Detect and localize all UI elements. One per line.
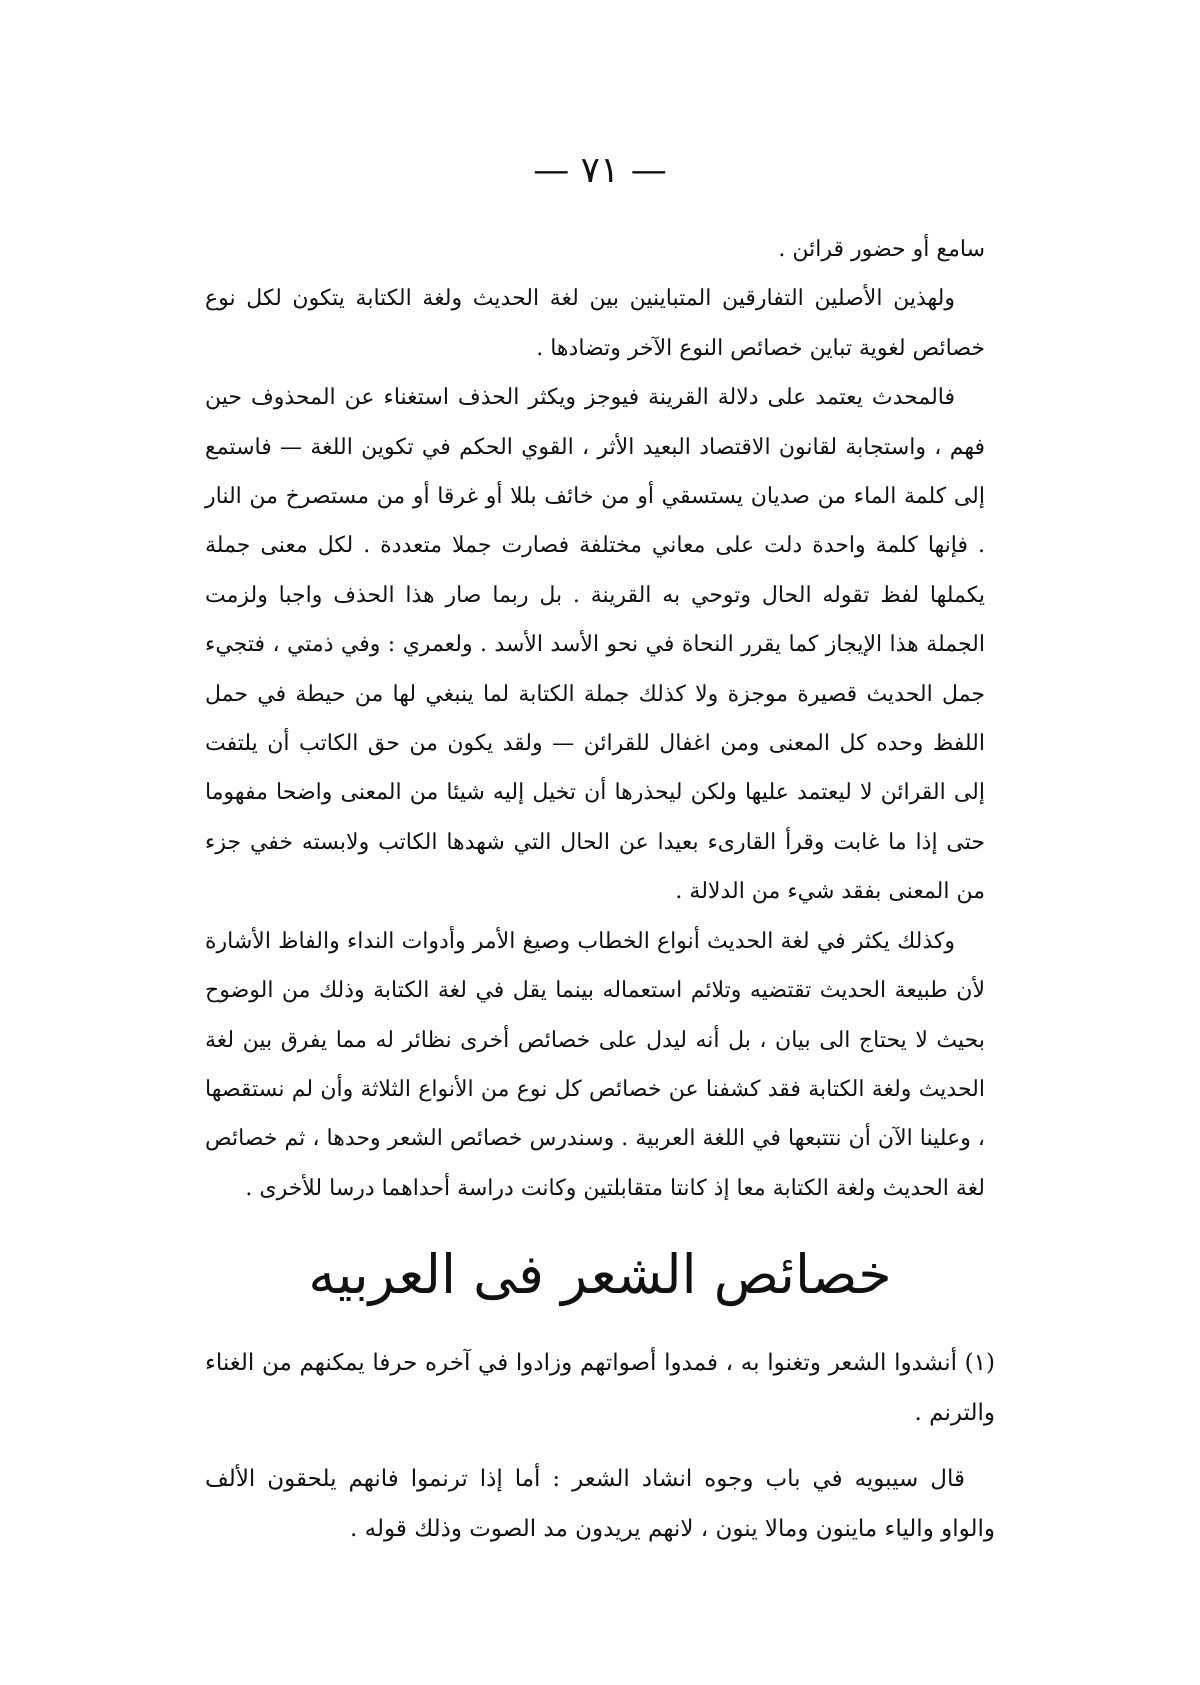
numbered-paragraph: (١) أنشدوا الشعر وتغنوا به ، فمدوا أصواتهم وزادوا في آخره حرفا يمكنهم من الغناء والترنم . — [205, 1350, 995, 1426]
paragraph: قال سيبويه في باب وجوه انشاد الشعر : أما إذا ترنموا فانهم يلحقون الألف والواو والياء ماينون ومالا ينون ، لانهم يريدون مد الصوت وذلك قوله . — [205, 1466, 995, 1542]
paragraph: وكذلك يكثر في لغة الحديث أنواع الخطاب وصيغ الأمر وأدوات النداء والفاظ الأشارة لأن طبيعة الحديث تقتضيه وتلائم استعماله بينما يقل في لغة الكتابة وذلك من الوضوح بحيث لا يحتاج الى بيان ، بل أنه ليدل على خصائص أخرى نظائر له مما يفرق بين لغة الحديث ولغة الكتابة فقد كشفنا عن خصائص كل نوع من الأنواع الثلاثة وأن لم نستقصها ، وعلينا الآن أن نتتبعها في اللغة العربية . وسندرس خصائص الشعر وحدها ، ثم خصائص لغة الحديث ولغة الكتابة معا إذ كانتا متقابلتين وكانت دراسة أحداهما درسا للأخرى . — [205, 928, 985, 1201]
paragraph-continuation: سامع أو حضور قرائن . — [778, 237, 985, 262]
section-body — [205, 1338, 995, 1554]
paragraph: ولهذين الأصلين التفارقين المتباينين بين لغة الحديث ولغة الكتابة يتكون لكل نوع خصائص لغوية تباين خصائص النوع الآخر وتضادها . — [205, 286, 985, 361]
section-heading: خصائص الشعر فى العربيه — [308, 1243, 892, 1306]
paragraph: فالمحدث يعتمد على دلالة القرينة فيوجز ويكثر الحذف استغناء عن المحذوف حين فهم ، واستجابة لقانون الاقتصاد البعيد الأثر ، القوي الحكم في تكوين اللغة — فاستمع إلى كلمة الماء من صديان يستسقي أو من خائف بللا أو غرقا أو من مستصرخ من النار . فإنها كلمة واحدة دلت على معاني مختلفة فصارت جملا متعددة . لكل معنى جملة يكملها لفظ تقوله الحال وتوحي به القرينة . بل ربما صار هذا الحذف واجبا ولزمت الجملة هذا الإيجاز كما يقرر النحاة في نحو الأسد الأسد . ولعمري : وفي ذمتي ، فتجيء جمل الحديث قصيرة موجزة ولا كذلك جملة الكتابة لما ينبغي لها من حيطة في حمل اللفظ وحده كل المعنى ومن اغفال للقرائن — ولقد يكون من حق الكاتب أن يلتفت إلى القرائن لا ليعتمد عليها ولكن ليحذرها أن تخيل إليه شيئا من المعنى واضحا مفهوما حتى إذا ما غابت وقرأ القارىء بعيدا عن الحال التي شهدها الكاتب ولابسته خفي جزء من المعنى بفقد شيء من الدلالة . — [205, 385, 985, 905]
body-text — [205, 225, 985, 1213]
page-number: — ٧١ — — [533, 150, 667, 191]
